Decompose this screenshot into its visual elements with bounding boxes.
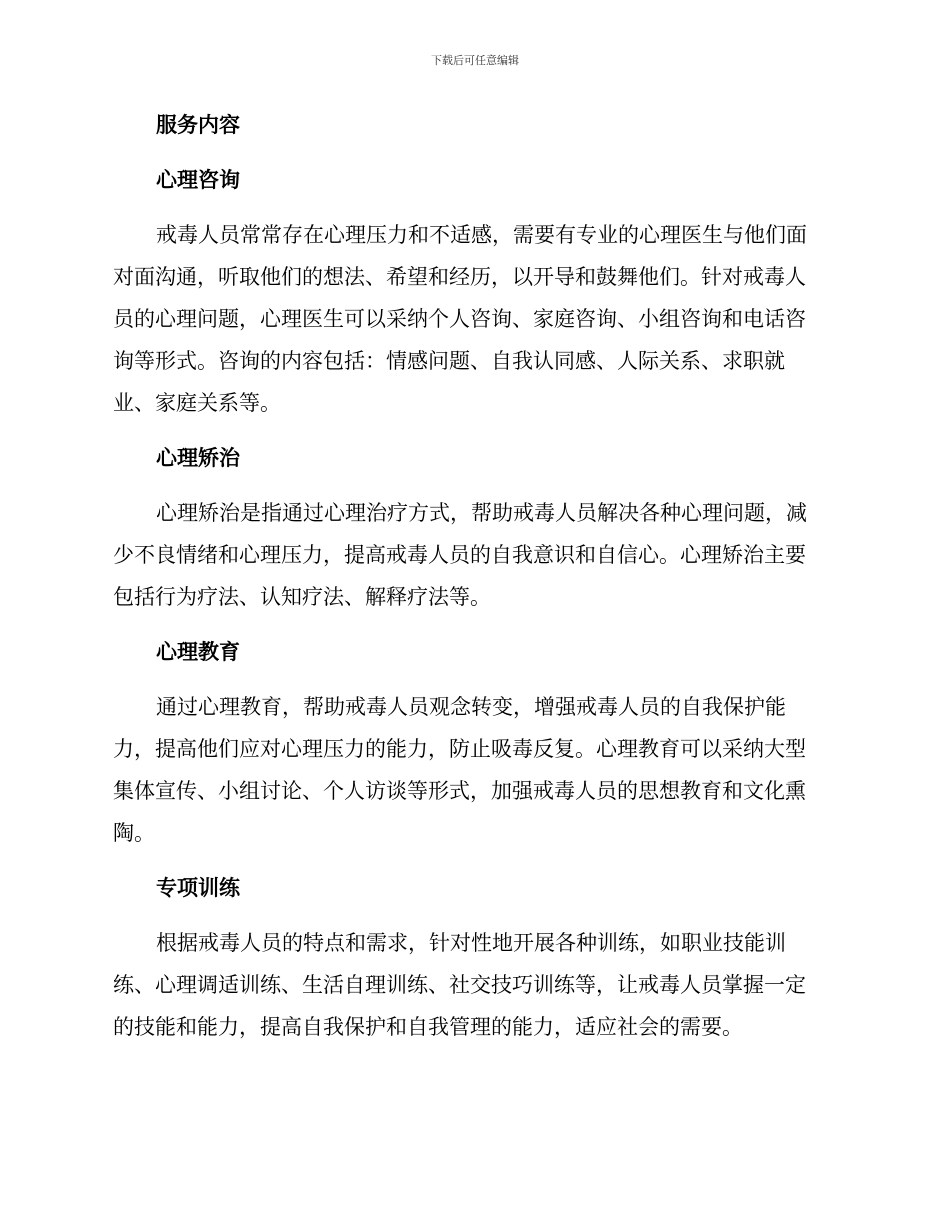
page-header-note: 下载后可任意编辑 — [431, 54, 519, 67]
heading-correction: 心理矫治 — [156, 445, 240, 470]
paragraph-line: 通过心理教育，帮助戒毒人员观念转变，增强戒毒人员的自我保护能 — [156, 695, 786, 719]
paragraph-training — [113, 922, 838, 1048]
paragraph-line: 力，提高他们应对心理压力的能力，防止吸毒反复。心理教育可以采纳大型 — [113, 737, 806, 761]
paragraph-line: 陶。 — [113, 821, 155, 845]
heading-training: 专项训练 — [156, 875, 240, 900]
paragraph-line: 对面沟通，听取他们的想法、希望和经历，以开导和鼓舞他们。针对戒毒人 — [113, 265, 806, 289]
paragraph-line: 根据戒毒人员的特点和需求，针对性地开展各种训练，如职业技能训 — [156, 931, 786, 955]
paragraph-line: 业、家庭关系等。 — [113, 391, 281, 415]
paragraph-line: 询等形式。咨询的内容包括：情感问题、自我认同感、人际关系、求职就 — [113, 349, 785, 373]
heading-counseling: 心理咨询 — [156, 167, 240, 192]
main-title: 服务内容 — [156, 112, 240, 137]
paragraph-line: 包括行为疗法、认知疗法、解释疗法等。 — [113, 585, 491, 609]
paragraph-line: 练、心理调适训练、生活自理训练、社交技巧训练等，让戒毒人员掌握一定 — [113, 973, 806, 997]
paragraph-education — [113, 686, 838, 854]
paragraph-counseling — [113, 214, 838, 424]
heading-education: 心理教育 — [156, 639, 240, 664]
paragraph-line: 员的心理问题，心理医生可以采纳个人咨询、家庭咨询、小组咨询和电话咨 — [113, 307, 806, 331]
paragraph-correction — [113, 492, 838, 618]
paragraph-line: 少不良情绪和心理压力，提高戒毒人员的自我意识和自信心。心理矫治主要 — [113, 543, 806, 567]
paragraph-line: 戒毒人员常常存在心理压力和不适感，需要有专业的心理医生与他们面 — [156, 223, 807, 247]
paragraph-line: 心理矫治是指通过心理治疗方式，帮助戒毒人员解决各种心理问题，减 — [156, 501, 807, 525]
paragraph-line: 集体宣传、小组讨论、个人访谈等形式，加强戒毒人员的思想教育和文化熏 — [113, 779, 806, 803]
paragraph-line: 的技能和能力，提高自我保护和自我管理的能力，适应社会的需要。 — [113, 1015, 743, 1039]
document-body — [113, 104, 838, 1061]
